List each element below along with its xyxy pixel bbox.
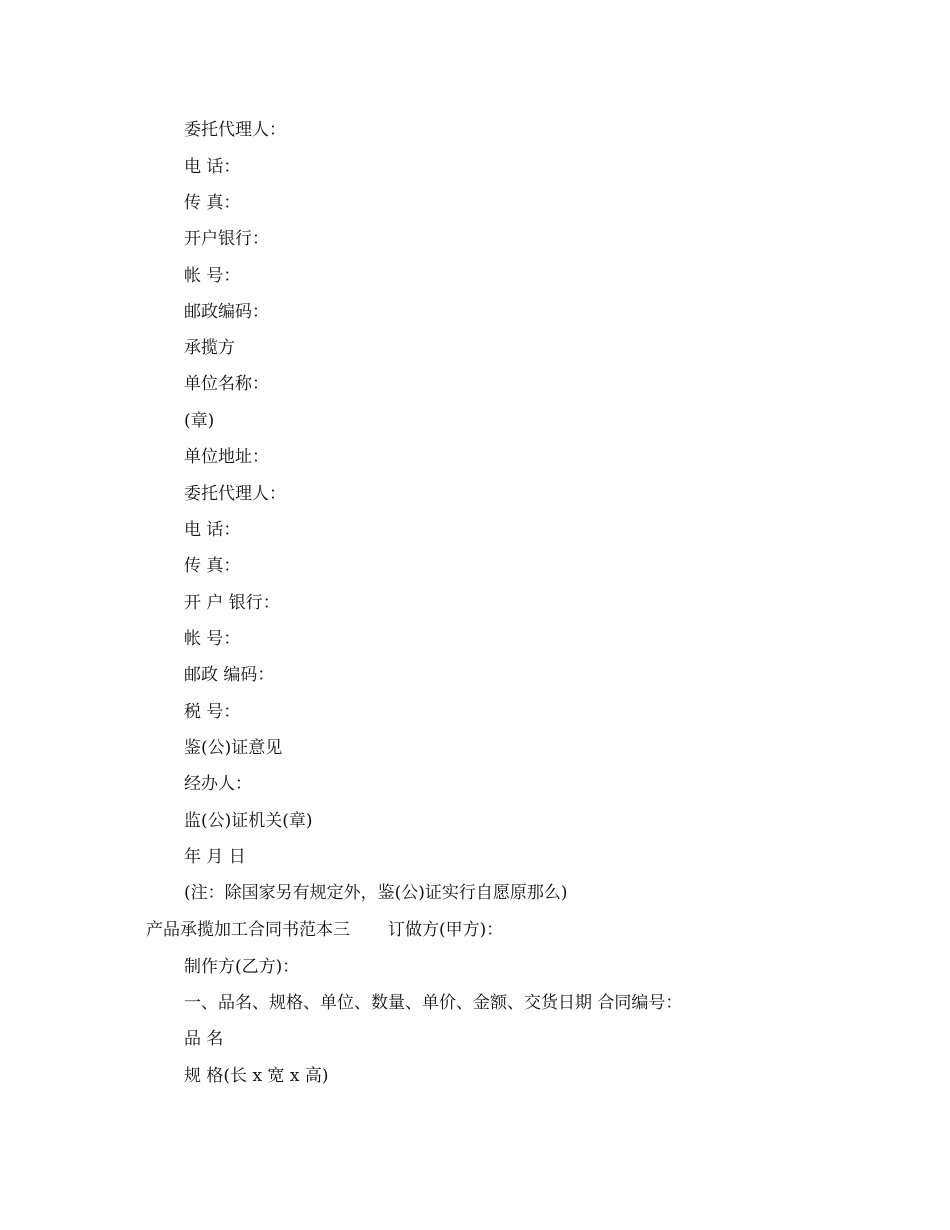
bank-label-2: 开 户 银行： bbox=[184, 593, 280, 613]
item-spec-heading: 一、品名、规格、单位、数量、单价、金额、交货日期 合同编号： bbox=[184, 993, 683, 1013]
note-text: (注：除国家另有规定外，鉴(公)证实行自愿原那么) bbox=[184, 883, 568, 903]
party-b-label: 制作方(乙方)： bbox=[184, 957, 300, 977]
postal-code-label-2: 邮政 编码： bbox=[184, 665, 275, 685]
unit-name-label: 单位名称： bbox=[184, 374, 269, 394]
party-a-label: 订做方(甲方)： bbox=[388, 920, 504, 940]
phone-label: 电 话： bbox=[184, 157, 241, 177]
seal-label: (章) bbox=[184, 411, 215, 431]
contractor-heading: 承揽方 bbox=[184, 338, 235, 358]
entrusted-agent-label: 委托代理人： bbox=[184, 120, 286, 140]
fax-label: 传 真： bbox=[184, 193, 241, 213]
contract-title: 产品承揽加工合同书范本三 bbox=[146, 920, 350, 940]
notary-opinion-heading: 鉴(公)证意见 bbox=[184, 738, 283, 758]
phone-label-2: 电 话： bbox=[184, 520, 241, 540]
unit-address-label: 单位地址： bbox=[184, 447, 269, 467]
contract-title-line bbox=[146, 918, 503, 942]
entrusted-agent-label-2: 委托代理人： bbox=[184, 484, 286, 504]
tax-number-label: 税 号： bbox=[184, 702, 241, 722]
postal-code-label: 邮政编码： bbox=[184, 302, 269, 322]
notary-authority-label: 监(公)证机关(章) bbox=[184, 811, 313, 831]
handler-label: 经办人： bbox=[184, 774, 252, 794]
specification-label: 规 格(长 x 宽 x 高) bbox=[184, 1066, 329, 1086]
date-label: 年 月 日 bbox=[184, 847, 246, 867]
account-label-2: 帐 号： bbox=[184, 629, 241, 649]
bank-label: 开户银行： bbox=[184, 229, 269, 249]
account-label: 帐 号： bbox=[184, 266, 241, 286]
fax-label-2: 传 真： bbox=[184, 556, 241, 576]
product-name-label: 品 名 bbox=[184, 1029, 224, 1049]
